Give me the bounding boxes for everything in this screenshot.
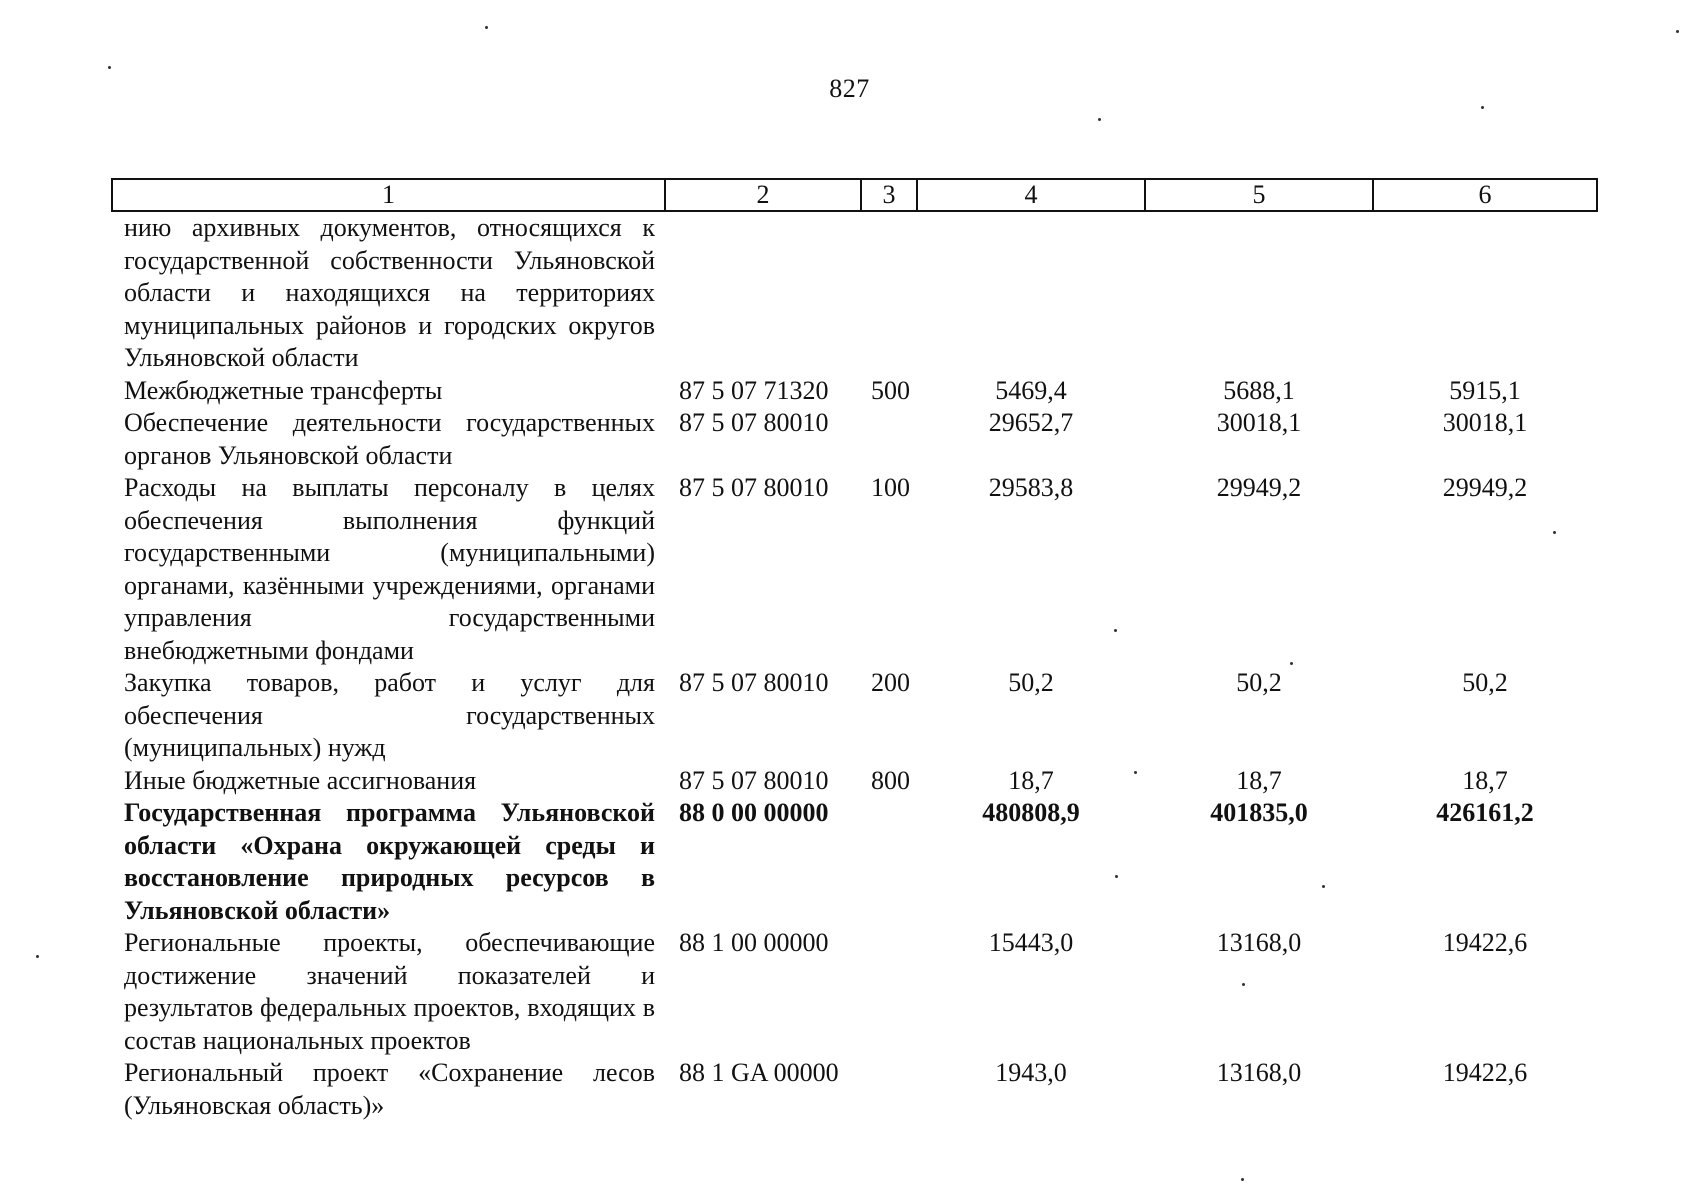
row-code: 88 1 00 00000 [679,928,829,957]
scan-speck [1676,30,1679,33]
row-expense-type: 200 [871,668,910,697]
table-row [112,927,1597,1057]
row-code: 88 0 00 00000 [679,798,829,827]
scan-speck [108,66,111,69]
row-expense-type [861,1057,917,1122]
header-col-1: 1 [112,179,665,211]
row-code: 87 5 07 71320 [679,375,829,405]
row-value-col-4: 50,2 [1008,668,1054,697]
row-expense-type [861,211,917,375]
row-value-col-5 [1145,211,1373,375]
row-value-col-5: 50,2 [1236,668,1282,697]
row-expense-type [861,927,917,1057]
row-expense-type: 500 [871,375,910,405]
row-code: 87 5 07 80010 [679,408,829,437]
scan-speck [1553,531,1556,534]
scan-speck [1134,771,1137,774]
row-code: 87 5 07 80010 [679,668,829,697]
table-row [112,407,1597,472]
header-col-4: 4 [917,179,1145,211]
row-code: 87 5 07 80010 [679,765,829,795]
row-value-col-6: 19422,6 [1442,1058,1528,1087]
row-value-col-4: 18,7 [1008,765,1054,795]
table-row [112,375,1597,408]
scan-speck [485,26,488,29]
row-value-col-4: 15443,0 [988,928,1074,957]
row-value-col-6: 18,7 [1462,765,1508,795]
row-value-col-4 [917,211,1145,375]
header-col-3: 3 [861,179,917,211]
row-name: Государственная программа Ульяновской области «Охрана окружающей среды и восстановление природных ресурсов в Ульяновской области» [124,798,655,925]
row-code: 87 5 07 80010 [679,473,829,502]
row-expense-type: 100 [871,473,910,502]
row-value-col-4: 1943,0 [995,1058,1067,1087]
table-row [112,667,1597,765]
row-value-col-6: 19422,6 [1442,928,1528,957]
row-name: Обеспечение деятельности государственных органов Ульяновской области [124,408,655,470]
row-value-col-5: 13168,0 [1216,1058,1302,1087]
row-value-col-4: 480808,9 [982,798,1080,827]
row-code [665,211,861,375]
table-row [112,797,1597,927]
row-value-col-6: 30018,1 [1442,408,1528,437]
header-col-5: 5 [1145,179,1373,211]
row-expense-type [861,797,917,927]
row-value-col-4: 29583,8 [988,473,1074,502]
row-value-col-4: 29652,7 [988,408,1074,437]
row-name: Межбюджетные трансферты [124,375,443,405]
table-header [112,179,1597,211]
row-name: Иные бюджетные ассигнования [124,765,477,795]
table-row [112,1057,1597,1122]
row-name: Региональные проекты, обеспечивающие достижение значений показателей и результатов федеральных проектов, входящих в состав национальных проектов [124,928,655,1055]
scan-speck [1322,885,1325,888]
scan-speck [1481,106,1484,109]
row-value-col-4: 5469,4 [995,375,1067,405]
row-name: Закупка товаров, работ и услуг для обеспечения государственных (муниципальных) нужд [124,668,655,762]
header-col-6: 6 [1373,179,1597,211]
row-expense-type [861,407,917,472]
row-value-col-5: 13168,0 [1216,928,1302,957]
row-name: Региональный проект «Сохранение лесов (Ульяновская область)» [124,1058,655,1120]
row-expense-type: 800 [871,765,910,795]
scan-speck [1115,875,1118,878]
row-value-col-5: 401835,0 [1210,798,1308,827]
table-row [112,765,1597,798]
scan-speck [36,955,39,958]
scan-speck [1241,1178,1244,1181]
row-value-col-6: 50,2 [1462,668,1508,697]
table-row [112,211,1597,375]
row-name: Расходы на выплаты персоналу в целях обеспечения выполнения функций государственными (муниципальными) органами, казёнными учреждениями, органами управления государственными внебюджетными фондами [124,473,655,665]
row-value-col-6: 5915,1 [1449,375,1521,405]
scan-speck [1114,629,1117,632]
table-row [112,472,1597,667]
budget-table [111,178,1598,1122]
row-value-col-6: 29949,2 [1442,473,1528,502]
page-number: 827 [829,74,870,103]
scan-speck [1098,118,1101,121]
row-value-col-6 [1373,211,1597,375]
header-col-2: 2 [665,179,861,211]
row-name: нию архивных документов, относящихся к государственной собственности Ульяновской области и находящихся на территориях муниципальных районов и городских округов Ульяновской области [124,213,655,372]
row-code: 88 1 GA 00000 [679,1058,839,1087]
header-row [112,179,1597,211]
row-value-col-6: 426161,2 [1436,798,1534,827]
scan-speck [1290,662,1293,665]
scan-speck [1242,983,1245,986]
row-value-col-5: 30018,1 [1216,408,1302,437]
table-body [112,211,1597,1122]
row-value-col-5: 29949,2 [1216,473,1302,502]
row-value-col-5: 5688,1 [1223,375,1295,405]
row-value-col-5: 18,7 [1236,765,1282,795]
